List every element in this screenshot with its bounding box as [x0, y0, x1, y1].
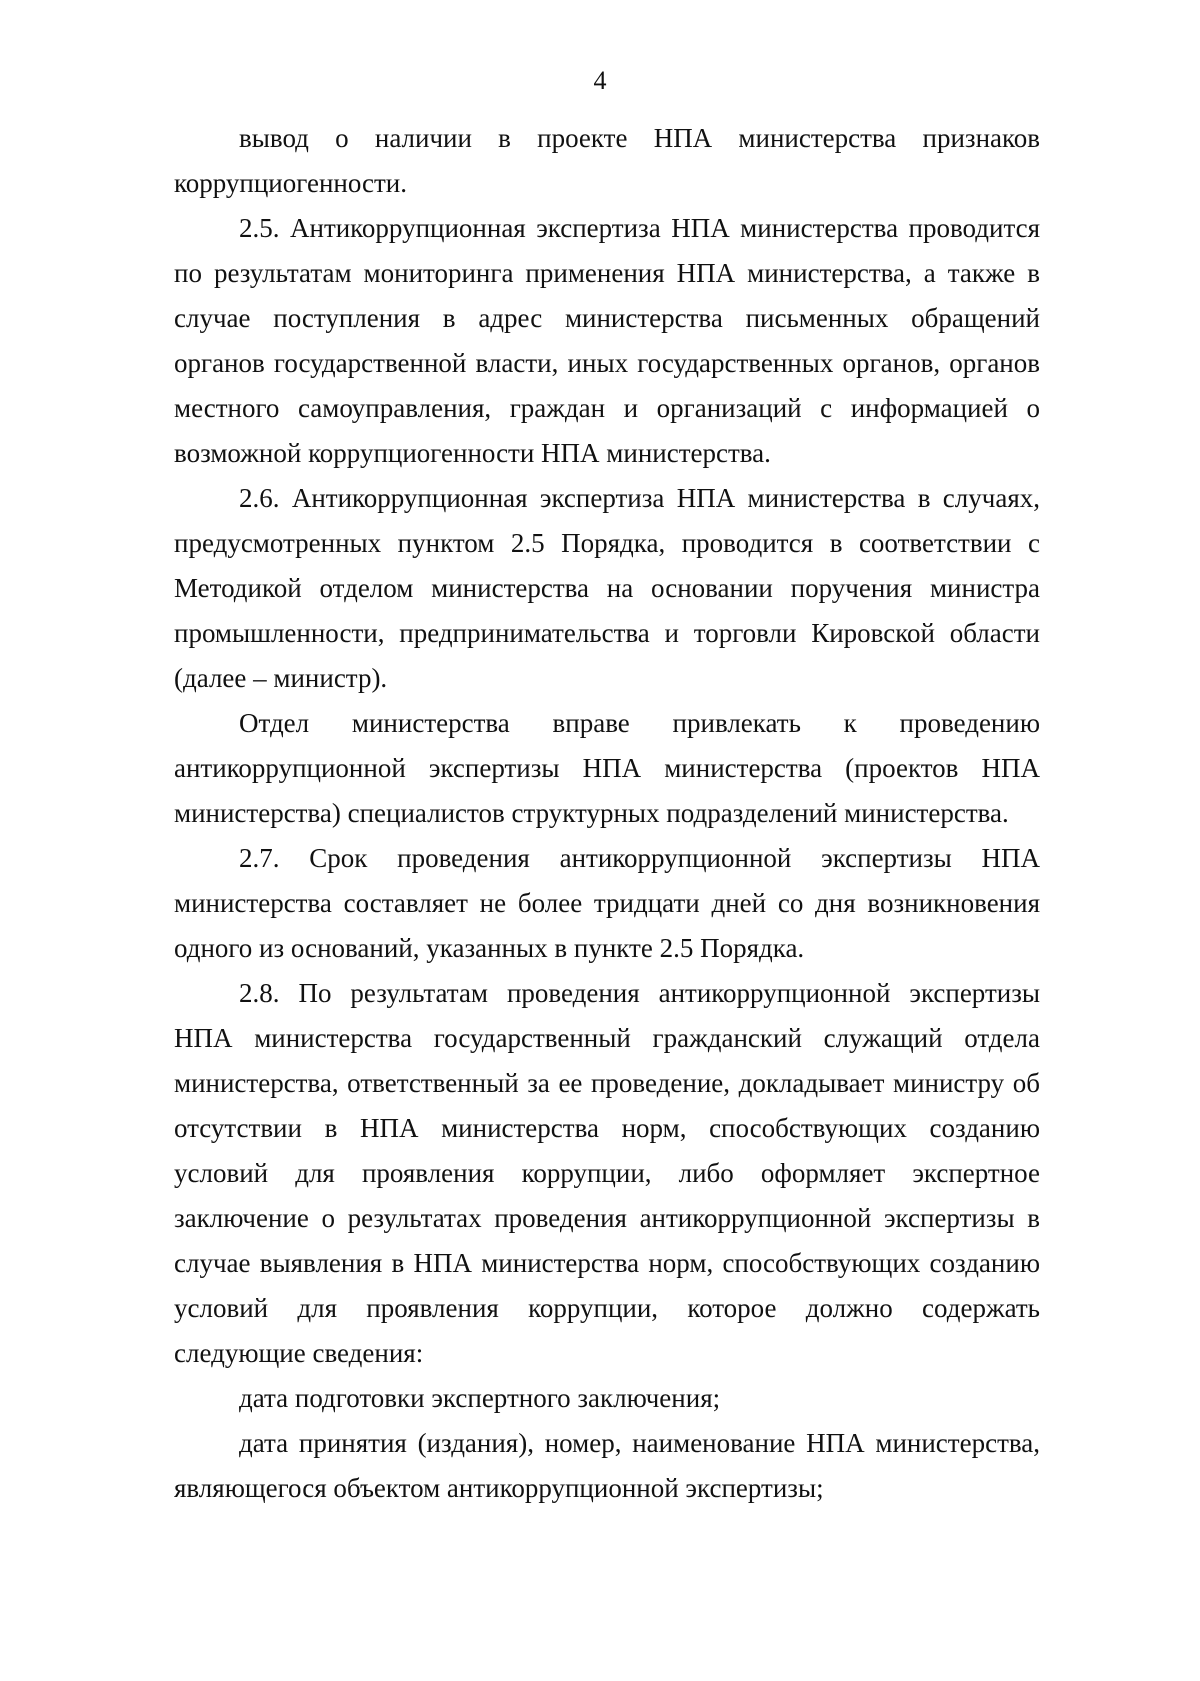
paragraph-continuation: вывод о наличии в проекте НПА министерства признаков коррупциогенности.	[174, 123, 1040, 198]
document-body	[174, 116, 1040, 1511]
paragraph-department-right: Отдел министерства вправе привлекать к проведению антикоррупционной экспертизы НПА министерства (проектов НПА министерства) специалистов структурных подразделений министерства.	[174, 708, 1040, 828]
paragraph-2-6: 2.6. Антикоррупционная экспертиза НПА министерства в случаях, предусмотренных пунктом 2.5 Порядка, проводится в соответствии с Методикой отделом министерства на основании поручения министра промышленности, предпринимательства и торговли Кировской области (далее – министр).	[174, 483, 1040, 693]
paragraph-2-8: 2.8. По результатам проведения антикоррупционной экспертизы НПА министерства государственный гражданский служащий отдела министерства, ответственный за ее проведение, докладывает министру об отсутствии в НПА министерства норм, способствующих созданию условий для проявления коррупции, либо оформляет экспертное заключение о результатах проведения антикоррупционной экспертизы в случае выявления в НПА министерства норм, способствующих созданию условий для проявления коррупции, которое должно содержать следующие сведения:	[174, 978, 1040, 1368]
paragraph-2-5: 2.5. Антикоррупционная экспертиза НПА министерства проводится по результатам мониторинга применения НПА министерства, а также в случае поступления в адрес министерства письменных обращений органов государственной власти, иных государственных органов, органов местного самоуправления, граждан и организаций с информацией о возможной коррупциогенности НПА министерства.	[174, 213, 1040, 468]
list-item-act-details: дата принятия (издания), номер, наименование НПА министерства, являющегося объектом антикоррупционной экспертизы;	[174, 1428, 1040, 1503]
page-number: 4	[593, 66, 607, 95]
list-item-conclusion-date: дата подготовки экспертного заключения;	[239, 1383, 721, 1413]
paragraph-2-7: 2.7. Срок проведения антикоррупционной экспертизы НПА министерства составляет не более тридцати дней со дня возникновения одного из оснований, указанных в пункте 2.5 Порядка.	[174, 843, 1040, 963]
